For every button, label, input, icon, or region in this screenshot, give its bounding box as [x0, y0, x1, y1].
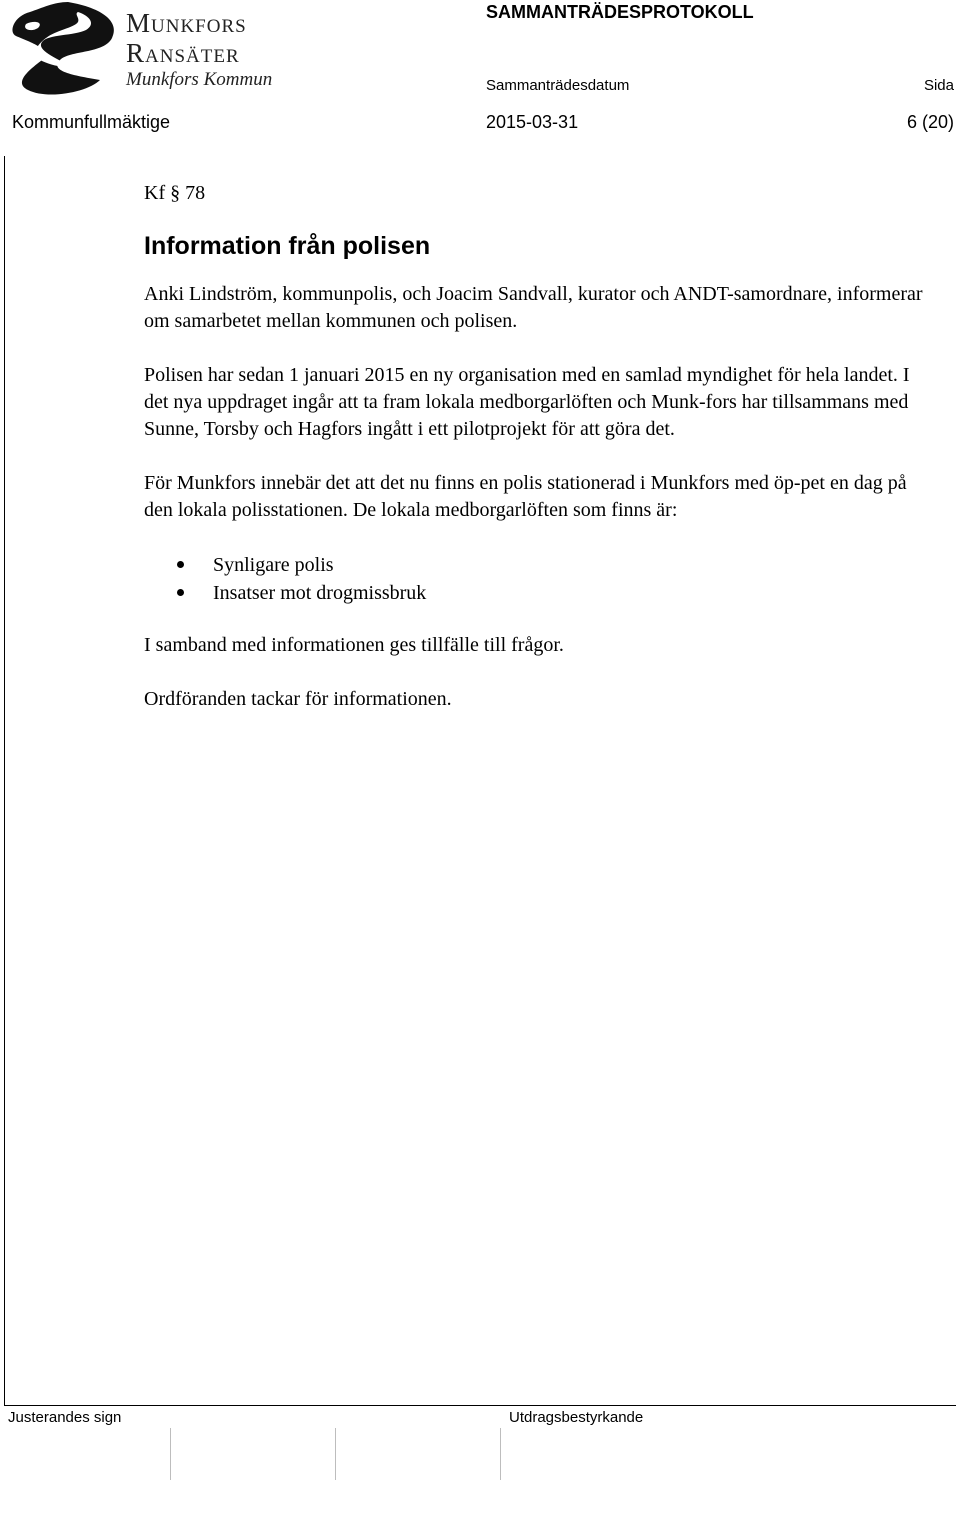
- logo-text-kommun: Munkfors Kommun: [126, 69, 273, 90]
- list-item: [144, 579, 929, 607]
- utdragsbestyrkande-label: Utdragsbestyrkande: [509, 1409, 644, 1426]
- bullet-icon: [177, 589, 184, 596]
- meeting-date-label: Sammanträdesdatum: [486, 77, 630, 94]
- document-type: SAMMANTRÄDESPROTOKOLL: [486, 2, 754, 22]
- footer-rule: [4, 1405, 956, 1406]
- protocol-section: [144, 175, 929, 740]
- list-item-text: Insatser mot drogmissbruk: [213, 582, 427, 604]
- page-number: 6 (20): [906, 112, 954, 132]
- justerandes-sign-label: Justerandes sign: [8, 1409, 122, 1426]
- closing-paragraph: Ordföranden tackar för informationen.: [144, 688, 452, 710]
- promises-list: [144, 551, 929, 607]
- body-paragraph: För Munkfors innebär det att det nu finns en polis stationerad i Munkfors med öp-pet en dag på den lokala polisstationen. De lokala medborgarlöften som finns är:: [144, 472, 907, 521]
- paragraph-reference: Kf § 78: [144, 182, 206, 204]
- signature-box-divider: [335, 1428, 336, 1480]
- river-emblem-icon: [8, 2, 120, 100]
- section-title: Information från polisen: [144, 232, 431, 260]
- organization-name: Kommunfullmäktige: [12, 112, 171, 132]
- signature-box-divider: [170, 1428, 171, 1480]
- meeting-date: 2015-03-31: [486, 112, 579, 132]
- body-paragraph: Polisen har sedan 1 januari 2015 en ny organisation med en samlad myndighet för hela landet. I det nya uppdraget ingår att ta fram lokala medborgarlöften och Munk-fors har tillsammans med Sunne, Torsby och Hagfors ingått i ett pilotprojekt för att göra det.: [144, 364, 910, 440]
- left-margin-rule: [4, 156, 5, 1406]
- logo-text-ransater: Ransäter: [126, 38, 240, 68]
- closing-paragraph: I samband med informationen ges tillfälle till frågor.: [144, 634, 564, 656]
- list-item-text: Synligare polis: [213, 554, 334, 576]
- signature-box-divider: [500, 1428, 501, 1480]
- logo-text-munkfors: Munkfors: [126, 8, 247, 38]
- page-label: Sida: [923, 77, 954, 94]
- municipality-logo: [8, 2, 278, 100]
- body-paragraph: Anki Lindström, kommunpolis, och Joacim Sandvall, kurator och ANDT-samordnare, informerar om samarbetet mellan kommunen och polisen.: [144, 283, 923, 332]
- list-item: [144, 551, 929, 579]
- bullet-icon: [177, 561, 184, 568]
- logo-wordmark: [126, 8, 286, 92]
